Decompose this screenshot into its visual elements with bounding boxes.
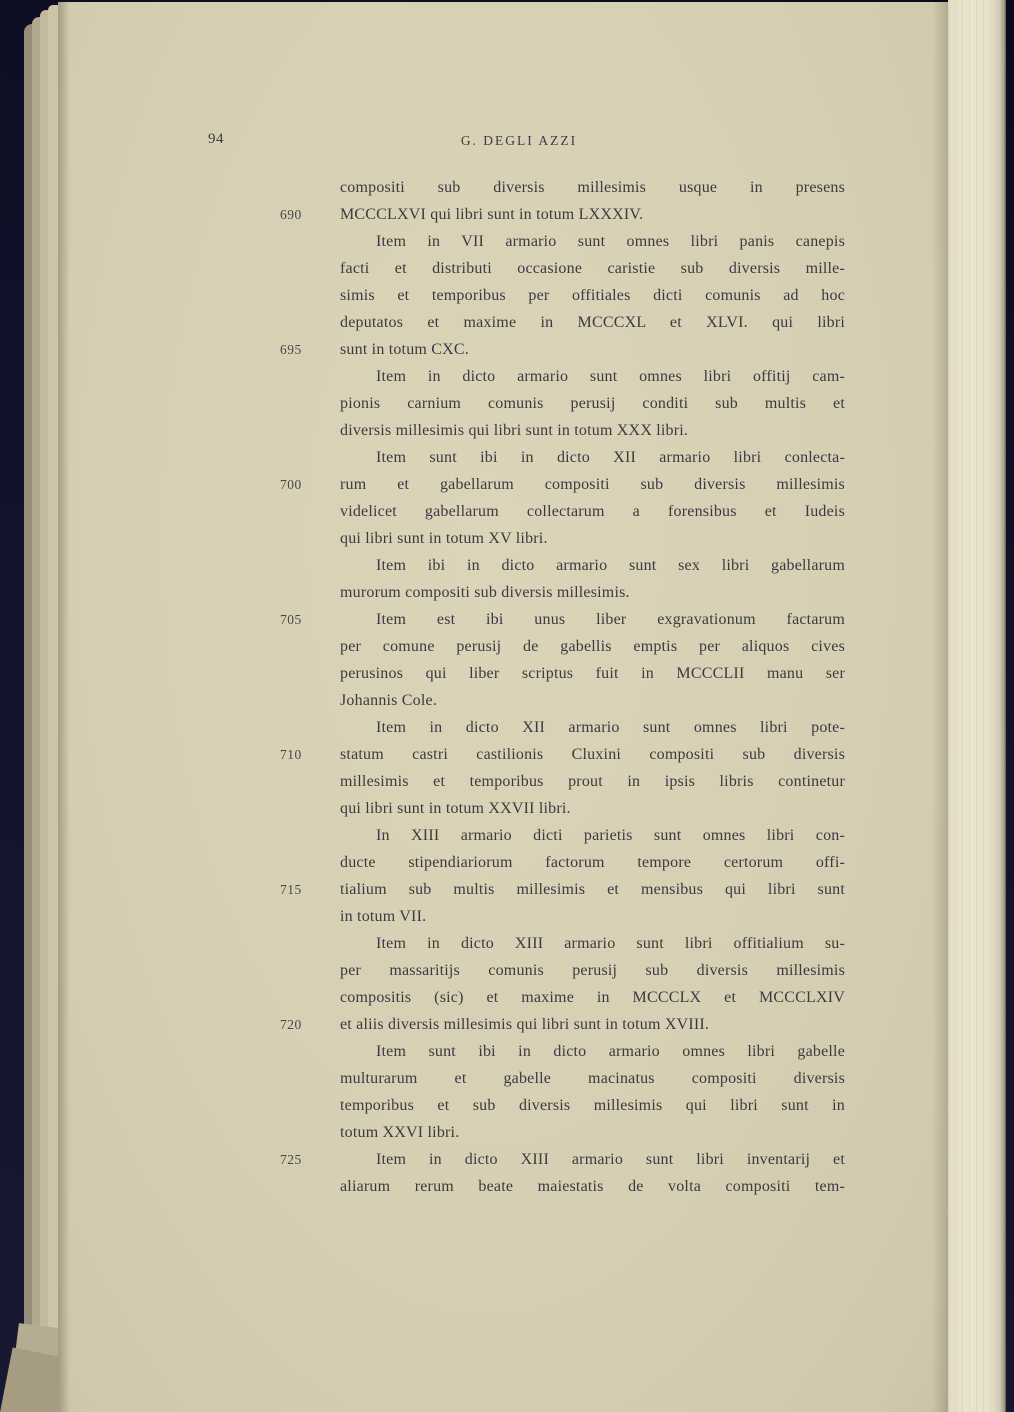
running-title: G. DEGLI AZZI: [460, 133, 578, 148]
line-text: tialium sub multis millesimis et mensibus qui libri sunt: [340, 881, 845, 898]
line-text: Johannis Cole.: [340, 692, 438, 709]
text-line: [340, 525, 845, 552]
text-line: [340, 930, 845, 957]
line-text: Item in dicto XII armario sunt omnes libri pote-: [376, 719, 845, 736]
line-text: Item ibi in dicto armario sunt sex libri gabellarum: [376, 557, 845, 574]
line-number: 705: [280, 612, 302, 627]
text-line: [340, 417, 845, 444]
text-line: [340, 309, 845, 336]
line-text: aliarum rerum beate maiestatis de volta compositi tem-: [340, 1178, 845, 1195]
line-text: videlicet gabellarum collectarum a forensibus et Iudeis: [340, 503, 845, 520]
line-text: sunt in totum CXC.: [340, 341, 469, 358]
line-text: Item est ibi unus liber exgravationum factarum: [376, 611, 845, 628]
text-line: [340, 1038, 845, 1065]
line-text: Item in dicto XIII armario sunt libri inventarij et: [376, 1151, 845, 1168]
text-line: [340, 714, 845, 741]
text-line: [340, 957, 845, 984]
text-line: [340, 795, 845, 822]
text-line: [340, 174, 845, 201]
line-text: et aliis diversis millesimis qui libri sunt in totum XVIII.: [340, 1016, 710, 1033]
text-line: [340, 984, 845, 1011]
line-text: Item in dicto armario sunt omnes libri offitij cam-: [376, 368, 845, 385]
line-text: diversis millesimis qui libri sunt in totum XXX libri.: [340, 422, 689, 439]
line-text: Item sunt ibi in dicto armario omnes libri gabelle: [376, 1043, 845, 1060]
line-text: perusinos qui liber scriptus fuit in MCCCLII manu ser: [340, 665, 845, 682]
line-text: statum castri castilionis Cluxini compositi sub diversis: [340, 746, 845, 763]
text-line: [280, 876, 845, 903]
line-number: 725: [280, 1152, 302, 1167]
line-text: temporibus et sub diversis millesimis qui libri sunt in: [340, 1097, 845, 1114]
book-page: [58, 2, 948, 1412]
text-line: [340, 390, 845, 417]
text-line: [340, 552, 845, 579]
text-line: [340, 849, 845, 876]
text-line: [340, 228, 845, 255]
text-line: [340, 579, 845, 606]
text-line: [340, 822, 845, 849]
line-text: qui libri sunt in totum XXVII libri.: [340, 800, 571, 817]
text-line: [280, 336, 845, 363]
line-text: millesimis et temporibus prout in ipsis libris continetur: [340, 773, 845, 790]
text-line: [340, 498, 845, 525]
text-line: [280, 201, 845, 228]
text-line: [340, 660, 845, 687]
text-line: [340, 363, 845, 390]
text-block: [280, 174, 845, 1200]
line-number: 690: [280, 207, 302, 222]
text-line: [340, 444, 845, 471]
text-line: [340, 1119, 845, 1146]
line-number: 695: [280, 342, 302, 357]
line-text: totum XXVI libri.: [340, 1124, 460, 1141]
text-line: [280, 1011, 845, 1038]
line-text: ducte stipendiariorum factorum tempore certorum offi-: [340, 854, 845, 871]
line-text: per massaritijs comunis perusij sub diversis millesimis: [340, 962, 845, 979]
line-text: multurarum et gabelle macinatus compositi diversis: [340, 1070, 845, 1087]
fore-edge: [948, 0, 1006, 1412]
text-line: [280, 741, 845, 768]
text-line: [340, 768, 845, 795]
text-line: [340, 1065, 845, 1092]
line-text: per comune perusij de gabellis emptis per aliquos cives: [340, 638, 845, 655]
line-text: rum et gabellarum compositi sub diversis millesimis: [340, 476, 845, 493]
line-text: In XIII armario dicti parietis sunt omnes libri con-: [376, 827, 845, 844]
text-line: [280, 606, 845, 633]
line-text: Item sunt ibi in dicto XII armario libri conlecta-: [376, 449, 845, 466]
line-number: 715: [280, 882, 302, 897]
line-text: Item in dicto XIII armario sunt libri offitialium su-: [376, 935, 845, 952]
line-text: murorum compositi sub diversis millesimis.: [340, 584, 630, 601]
line-text: simis et temporibus per offitiales dicti comunis ad hoc: [340, 287, 845, 304]
line-text: deputatos et maxime in MCCCXL et XLVI. qui libri: [340, 314, 845, 331]
line-text: pionis carnium comunis perusij conditi sub multis et: [340, 395, 845, 412]
line-text: compositi sub diversis millesimis usque in presens: [340, 179, 845, 196]
text-line: [340, 687, 845, 714]
page-number: 94: [208, 131, 224, 147]
text-line: [340, 1173, 845, 1200]
text-line: [340, 255, 845, 282]
line-text: qui libri sunt in totum XV libri.: [340, 530, 548, 547]
line-number: 710: [280, 747, 302, 762]
line-text: facti et distributi occasione caristie sub diversis mille-: [340, 260, 845, 277]
text-line: [340, 1092, 845, 1119]
line-text: Item in VII armario sunt omnes libri panis canepis: [376, 233, 845, 250]
line-text: compositis (sic) et maxime in MCCCLX et MCCCLXIV: [340, 989, 845, 1006]
line-text: MCCCLXVI qui libri sunt in totum LXXXIV.: [340, 206, 644, 223]
line-text: in totum VII.: [340, 908, 427, 925]
text-line: [280, 1146, 845, 1173]
text-line: [340, 282, 845, 309]
line-number: 720: [280, 1017, 302, 1032]
line-number: 700: [280, 477, 302, 492]
text-line: [340, 903, 845, 930]
text-line: [280, 471, 845, 498]
text-line: [340, 633, 845, 660]
